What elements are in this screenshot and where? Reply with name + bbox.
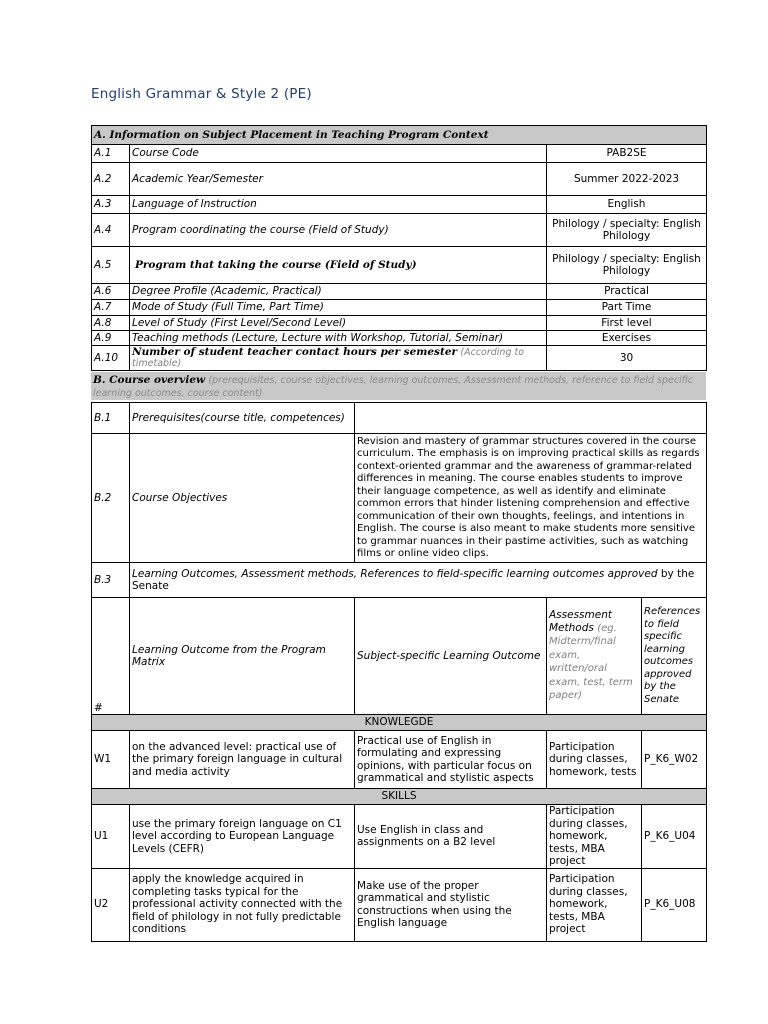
assessment-method: Participation during classes, homework, tests, MBA project bbox=[547, 868, 642, 941]
outcome-code: W1 bbox=[92, 731, 130, 789]
knowledge-band: KNOWLEGDE bbox=[92, 715, 707, 731]
program-outcome-header: Learning Outcome from the Program Matrix bbox=[130, 598, 355, 715]
row-value: Practical bbox=[547, 284, 707, 300]
row-id: B.2 bbox=[92, 434, 130, 563]
section-a-table bbox=[91, 125, 707, 371]
table-row bbox=[92, 868, 707, 941]
table-row bbox=[92, 346, 707, 371]
row-label-cell bbox=[130, 346, 547, 371]
section-b-table bbox=[91, 402, 707, 942]
table-row bbox=[92, 214, 707, 247]
table-row bbox=[92, 284, 707, 300]
reference-code: P_K6_U04 bbox=[642, 805, 707, 869]
table-row bbox=[92, 300, 707, 316]
row-id: A.9 bbox=[92, 331, 130, 346]
row-label: Mode of Study (Full Time, Part Time) bbox=[130, 300, 547, 316]
knowledge-band-row bbox=[92, 715, 707, 731]
table-row bbox=[92, 163, 707, 196]
document-title: English Grammar & Style 2 (PE) bbox=[91, 86, 312, 102]
row-id: A.1 bbox=[92, 145, 130, 163]
row-id: A.5 bbox=[92, 247, 130, 284]
row-value: Philology / specialty: English Philology bbox=[547, 214, 707, 247]
subject-outcome: Use English in class and assignments on a B2 level bbox=[355, 805, 547, 869]
row-value: PAB2SE bbox=[547, 145, 707, 163]
row-label: Academic Year/Semester bbox=[130, 163, 547, 196]
course-objectives-text: Revision and mastery of grammar structures covered in the course curriculum. The emphasis is on improving practical skills as regards context-oriented grammar and the awareness of grammar-related differences in meaning. The course enables students to improve their language competence, as well as identify and eliminate common errors that hinder listening comprehension and effective communication of their own thoughts, feelings, and intentions in English. The course is also meant to make students more sensitive to grammar nuances in their pastime activities, such as watching films or online video clips. bbox=[355, 434, 707, 563]
table-row bbox=[92, 563, 707, 598]
subject-outcome-header: Subject-specific Learning Outcome bbox=[355, 598, 547, 715]
row-value: 30 bbox=[547, 346, 707, 371]
outcome-code: U1 bbox=[92, 805, 130, 869]
outcomes-header-row bbox=[92, 598, 707, 715]
row-value: Summer 2022-2023 bbox=[547, 163, 707, 196]
row-label: Teaching methods (Lecture, Lecture with Workshop, Tutorial, Seminar) bbox=[130, 331, 547, 346]
row-id: A.6 bbox=[92, 284, 130, 300]
row-id: B.3 bbox=[92, 563, 130, 598]
row-label-tail: by the Senate bbox=[132, 567, 695, 592]
row-label: Level of Study (First Level/Second Level) bbox=[130, 316, 547, 331]
assessment-method: Participation during classes, homework, tests bbox=[547, 731, 642, 789]
row-label-note: (According to timetable) bbox=[132, 347, 525, 369]
row-label: Number of student teacher contact hours per semester bbox=[132, 346, 458, 358]
section-b-heading: B. Course overview bbox=[93, 374, 206, 386]
row-label-cell bbox=[130, 563, 707, 598]
table-row bbox=[92, 196, 707, 214]
assessment-method: Participation during classes, homework, tests, MBA project bbox=[547, 805, 642, 869]
table-row bbox=[92, 145, 707, 163]
assessment-header-note: (eg. Midterm/final exam, written/oral exam, test, term paper) bbox=[549, 622, 633, 702]
row-value: First level bbox=[547, 316, 707, 331]
reference-code: P_K6_W02 bbox=[642, 731, 707, 789]
table-row bbox=[92, 805, 707, 869]
reference-code: P_K6_U08 bbox=[642, 868, 707, 941]
row-value: Exercises bbox=[547, 331, 707, 346]
subject-outcome: Practical use of English in formulating and expressing opinions, with particular focus on grammatical and stylistic aspects bbox=[355, 731, 547, 789]
row-id: A.2 bbox=[92, 163, 130, 196]
row-id: A.7 bbox=[92, 300, 130, 316]
row-value bbox=[355, 403, 707, 434]
hash-header: # bbox=[92, 598, 130, 715]
skills-band: SKILLS bbox=[92, 789, 707, 805]
program-outcome: use the primary foreign language on C1 level according to European Language Levels (CEFR) bbox=[130, 805, 355, 869]
subject-outcome: Make use of the proper grammatical and stylistic constructions when using the English language bbox=[355, 868, 547, 941]
table-row bbox=[92, 434, 707, 563]
row-id: A.8 bbox=[92, 316, 130, 331]
assessment-header-cell bbox=[547, 598, 642, 715]
row-value: Part Time bbox=[547, 300, 707, 316]
outcome-code: U2 bbox=[92, 868, 130, 941]
row-label: Program coordinating the course (Field of Study) bbox=[130, 214, 547, 247]
row-value: Philology / specialty: English Philology bbox=[547, 247, 707, 284]
row-id: A.4 bbox=[92, 214, 130, 247]
row-label: Language of Instruction bbox=[130, 196, 547, 214]
section-a-header-row bbox=[92, 126, 707, 145]
table-row bbox=[92, 316, 707, 331]
row-id: A.10 bbox=[92, 346, 130, 371]
row-value: English bbox=[547, 196, 707, 214]
table-row bbox=[92, 731, 707, 789]
row-label: Course Objectives bbox=[130, 434, 355, 563]
row-id: B.1 bbox=[92, 403, 130, 434]
program-outcome: apply the knowledge acquired in completing tasks typical for the professional activity connected with the field of philology in not fully predictable conditions bbox=[130, 868, 355, 941]
section-b-heading-note: (prerequisites, course objectives, learning outcomes, Assessment methods, reference to field specific learning outcomes, course content) bbox=[93, 375, 694, 399]
row-label: Degree Profile (Academic, Practical) bbox=[130, 284, 547, 300]
table-row bbox=[92, 403, 707, 434]
assessment-header: Assessment Methods bbox=[549, 609, 612, 634]
row-label: Course Code bbox=[130, 145, 547, 163]
skills-band-row bbox=[92, 789, 707, 805]
row-label: Learning Outcomes, Assessment methods, References to field-specific learning outcomes approved bbox=[132, 567, 658, 580]
program-outcome: on the advanced level: practical use of the primary foreign language in cultural and media activity bbox=[130, 731, 355, 789]
section-b-heading-band bbox=[91, 372, 706, 400]
table-row bbox=[92, 247, 707, 284]
row-id: A.3 bbox=[92, 196, 130, 214]
table-row bbox=[92, 331, 707, 346]
section-a-heading: A. Information on Subject Placement in Teaching Program Context bbox=[92, 126, 707, 145]
references-header: References to field specific learning outcomes approved by the Senate bbox=[642, 598, 707, 715]
row-label: Program that taking the course (Field of Study) bbox=[130, 247, 547, 284]
row-label: Prerequisites(course title, competences) bbox=[130, 403, 355, 434]
